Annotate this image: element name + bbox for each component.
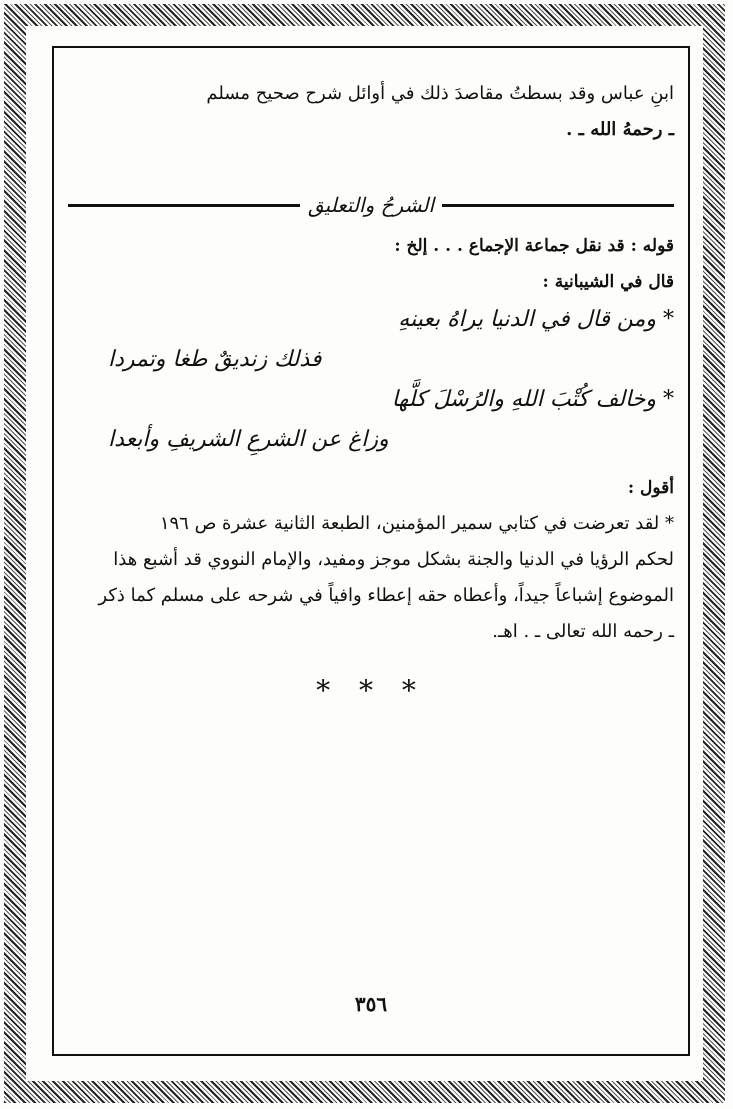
quote-heading: قوله : قد نقل جماعة الإجماع . . . إلخ : — [394, 236, 674, 256]
aqul-heading: أقول : — [627, 478, 674, 498]
page-number: ٣٥٦ — [354, 992, 388, 1016]
page-content — [68, 76, 674, 1036]
intro-line-2: ـ رحمهُ الله ـ . — [566, 119, 674, 140]
verse-2: فذلك زنديقٌ طغا وتمردا — [108, 347, 322, 372]
shaybaniya-heading: قال في الشيبانية : — [542, 272, 674, 292]
divider-line-left — [68, 204, 300, 207]
intro-line-1: ابنِ عباس وقد بسطتُ مقاصدَ ذلك في أوائل شرح صحيح مسلم — [206, 83, 674, 104]
verse-4: وزاغ عن الشرعِ الشريفِ وأبعدا — [108, 427, 389, 452]
body-line-1: * لقد تعرضت في كتابي سمير المؤمنين، الطبعة الثانية عشرة ص ١٩٦ — [159, 513, 674, 534]
body-line-3: الموضوع إشباعاً جيداً، وأعطاه حقه إعطاء وافياً في شرحه على مسلم كما ذكر — [98, 585, 674, 606]
section-divider — [68, 188, 674, 222]
section-title: الشرحُ والتعليق — [307, 193, 435, 217]
verse-1: * ومن قال في الدنيا يراهُ بعينهِ — [398, 307, 674, 332]
divider-line-right — [442, 204, 674, 207]
section-end-stars: * * * — [316, 674, 426, 707]
body-line-2: لحكم الرؤيا في الدنيا والجنة بشكل موجز ومفيد، والإمام النووي قد أشبع هذا — [113, 549, 674, 570]
body-line-4: ـ رحمه الله تعالى ـ . اهـ. — [492, 621, 674, 642]
commentary — [68, 228, 674, 650]
verse-3: * وخالف كُتْبَ اللهِ والرُسْلَ كلَّها — [391, 387, 674, 412]
